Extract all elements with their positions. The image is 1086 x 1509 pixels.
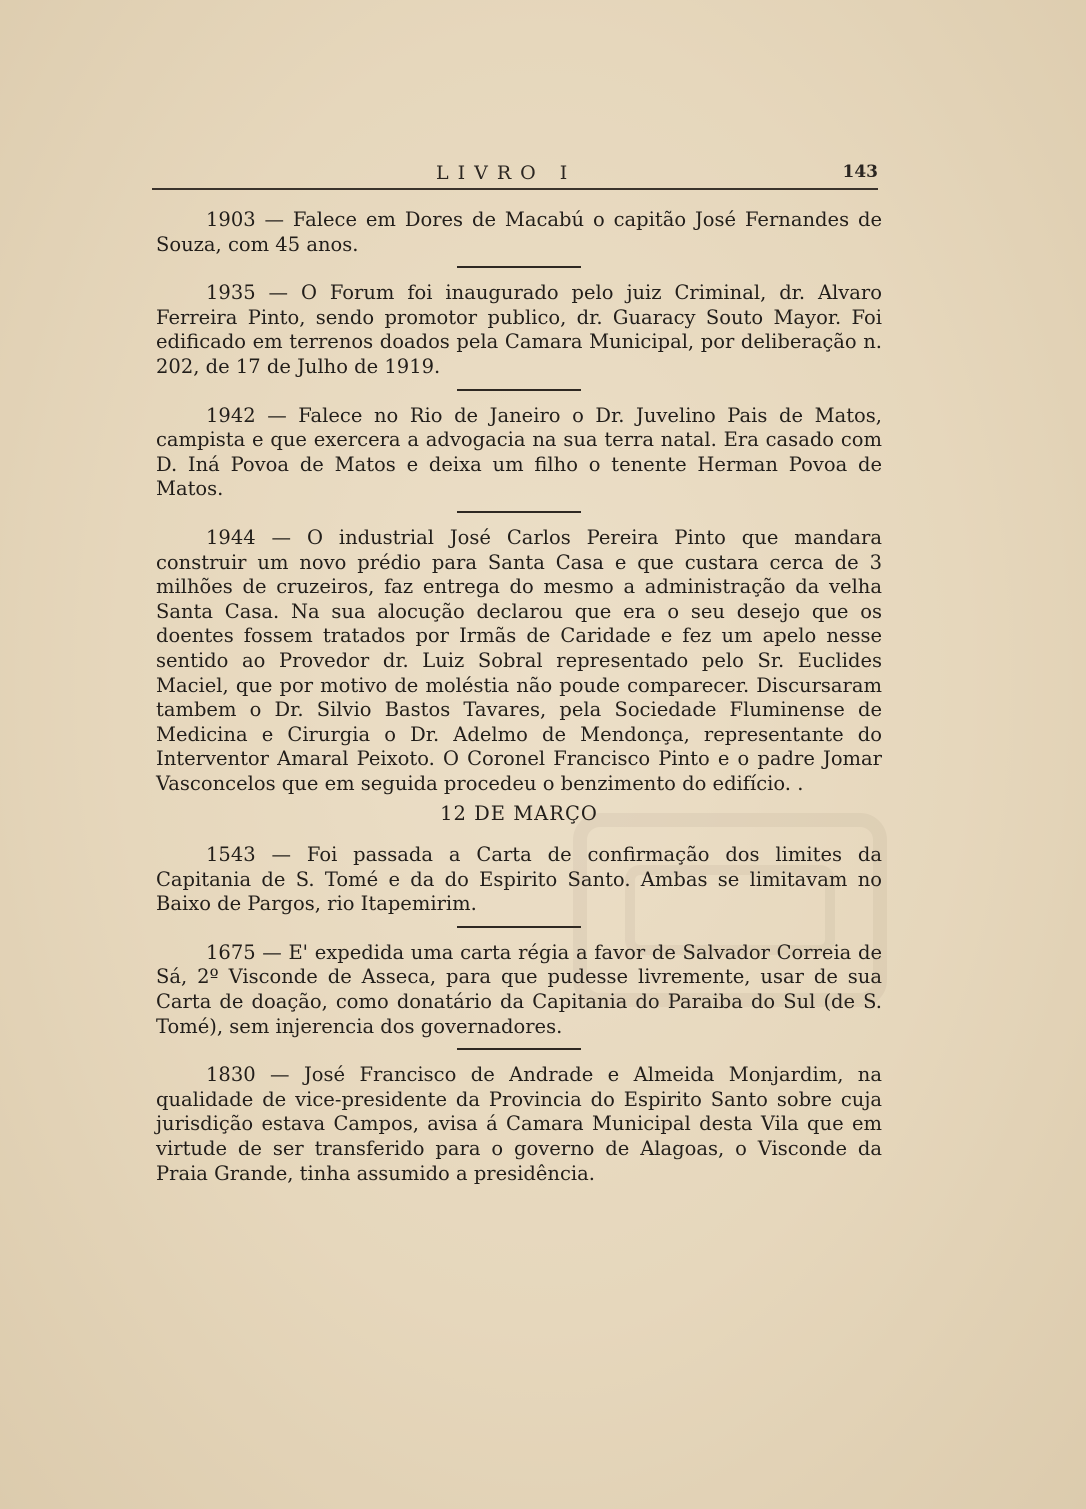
entry-1942: 1942 — Falece no Rio de Janeiro o Dr. Juvelino Pais de Matos, campista e que exercera a advogacia na sua terra natal. Era casado com D. Iná Povoa de Matos e deixa um filho o tenente Herman Povoa de Matos.	[156, 403, 882, 501]
entry-1903: 1903 — Falece em Dores de Macabú o capitão José Fernandes de Souza, com 45 anos.	[156, 208, 882, 256]
entry-1944: 1944 — O industrial José Carlos Pereira Pinto que mandara construir um novo prédio para Santa Casa e que custara cerca de 3 milhões de cruzeiros, faz entrega do mesmo a administração da velha Santa Casa. Na sua alocução declarou que era o seu desejo que os doentes fossem tratados por Irmãs de Caridade e fez um apelo nesse sentido ao Provedor dr. Luiz Sobral representado pelo Sr. Euclides Maciel, que por motivo de moléstia não poude comparecer. Discursaram tambem o Dr. Silvio Bastos Tavares, pela Sociedade Fluminense de Medicina e Cirurgia o Dr. Adelmo de Mendonça, representante do Interventor Amaral Peixoto. O Coronel Francisco Pinto e o padre Jomar Vasconcelos que em seguida procedeu o benzimento do edifício. .	[156, 525, 882, 795]
separator-rule	[457, 266, 581, 268]
separator-rule	[457, 511, 581, 513]
running-header	[152, 162, 878, 190]
entry-1543: 1543 — Foi passada a Carta de confirmação dos limites da Capitania de S. Tomé e da do Espirito Santo. Ambas se limitavam no Baixo de Pargos, rio Itapemirim.	[156, 843, 882, 916]
page-number: 143	[842, 162, 878, 182]
running-title: LIVRO I	[436, 162, 577, 184]
entry-1830: 1830 — José Francisco de Andrade e Almeida Monjardim, na qualidade de vice-presidente da Provincia do Espirito Santo sobre cuja jurisdição estava Campos, avisa á Camara Municipal desta Vila que em virtude de ser transferido para o governo de Alagoas, o Visconde da Praia Grande, tinha assumido a presidência.	[156, 1063, 882, 1185]
entry-1935: 1935 — O Forum foi inaugurado pelo juiz Criminal, dr. Alvaro Ferreira Pinto, sendo promotor publico, dr. Guaracy Souto Mayor. Foi edificado em terrenos doados pela Camara Municipal, por deliberação n. 202, de 17 de Julho de 1919.	[156, 281, 882, 378]
separator-rule	[457, 1048, 581, 1050]
watermark-graphic	[560, 780, 900, 1040]
separator-rule	[457, 389, 581, 391]
entry-1675: 1675 — E' expedida uma carta régia a favor de Salvador Correia de Sá, 2º Visconde de Asseca, para que pudesse livremente, usar de sua Carta de doação, como donatário da Capitania do Paraiba do Sul (de S. Tomé), sem injerencia dos governadores.	[156, 940, 882, 1038]
date-heading: 12 DE MARÇO	[440, 802, 598, 826]
